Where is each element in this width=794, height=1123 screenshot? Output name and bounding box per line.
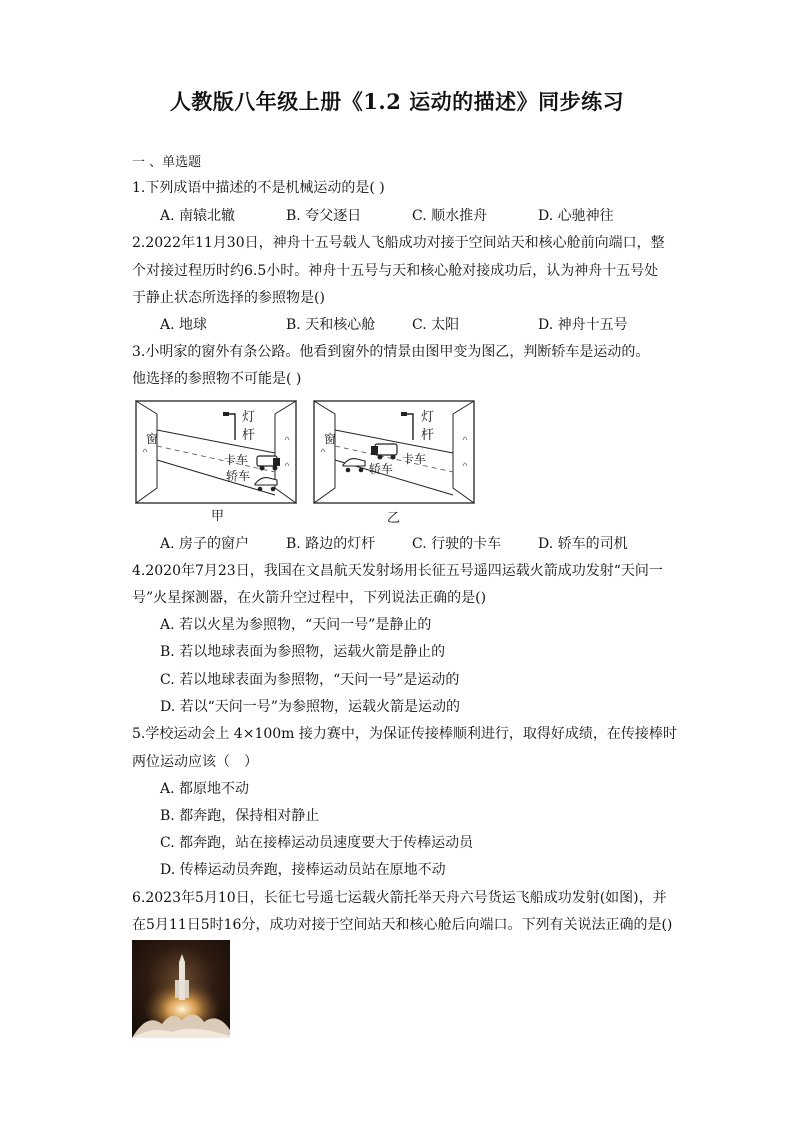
q4-stem-line-1: 4.2020年7月23日，我国在文昌航天发射场用长征五号遥四运载火箭成功发射“天问一 — [132, 563, 663, 579]
q6-stem-line-1: 6.2023年5月10日，长征七号遥七运载火箭托举天舟六号货运飞船成功发射(如图)，并 — [132, 890, 667, 906]
figure-scene-b — [313, 400, 475, 504]
q1-option-a: A. 南辕北辙 — [160, 208, 236, 224]
q4-stem-line-2: 号”火星探测器，在火箭升空过程中，下列说法正确的是() — [132, 590, 487, 606]
fig-a-car-label: 轿车 — [226, 469, 251, 483]
q2-option-c: C. 太阳 — [412, 317, 460, 333]
q5-option-b: B. 都奔跑，保持相对静止 — [160, 808, 320, 824]
q4-option-b: B. 若以地球表面为参照物，运载火箭是静止的 — [160, 644, 446, 660]
fig-b-caption: 乙 — [387, 511, 401, 526]
fig-b-truck-label: 卡车 — [402, 452, 427, 466]
fig-b-lamp-label-1: 灯 — [421, 410, 435, 425]
q3-option-a: A. 房子的窗户 — [160, 536, 250, 552]
fig-b-window-label: 窗 — [324, 432, 337, 446]
fig-a-caption: 甲 — [211, 509, 225, 524]
figure-scene-a — [135, 400, 297, 504]
fig-a-lamp-label-1: 灯 — [242, 410, 256, 425]
q2-option-d: D. 神舟十五号 — [538, 317, 628, 333]
q4-option-a: A. 若以火星为参照物，“天问一号”是静止的 — [160, 617, 432, 633]
q3-option-d: D. 轿车的司机 — [538, 536, 628, 552]
q5-option-c: C. 都奔跑，站在接棒运动员速度要大于传棒运动员 — [160, 835, 474, 851]
q2-stem-line-2: 个对接过程历时约6.5小时。神舟十五号与天和核心舱对接成功后，认为神舟十五号处 — [132, 263, 659, 279]
q4-option-c: C. 若以地球表面为参照物，“天问一号”是运动的 — [160, 672, 460, 688]
section-heading: 一 、单选题 — [132, 155, 202, 170]
q3-option-c: C. 行驶的卡车 — [412, 536, 502, 552]
q5-stem-line-1: 5.学校运动会上 4×100m 接力赛中，为保证传接棒顺利进行，取得好成绩，在传接棒时 — [132, 726, 677, 742]
q3-option-b: B. 路边的灯杆 — [286, 536, 376, 552]
q1-option-b: B. 夸父逐日 — [286, 208, 362, 224]
q5-option-a: A. 都原地不动 — [160, 781, 250, 797]
q5-stem-line-2: 两位运动应该（ ） — [132, 754, 258, 770]
rocket-launch-photo — [132, 940, 230, 1038]
q1-option-d: D. 心驰神往 — [538, 208, 614, 224]
q4-option-d: D. 若以“天问一号”为参照物，运载火箭是运动的 — [160, 699, 460, 715]
fig-a-lamp-label-2: 杆 — [242, 428, 256, 443]
q1-option-c: C. 顺水推舟 — [412, 208, 488, 224]
page-title: 人教版八年级上册《1.2 运动的描述》同步练习 — [169, 89, 625, 114]
fig-a-truck-label: 卡车 — [224, 453, 249, 467]
fig-a-window-label: 窗 — [146, 432, 159, 446]
q1-stem: 1.下列成语中描述的不是机械运动的是( ) — [132, 180, 385, 196]
q3-stem-line-2: 他选择的参照物不可能是( ) — [132, 371, 302, 387]
q6-stem-line-2: 在5月11日5时16分，成功对接于空间站天和核心舱后向端口。下列有关说法正确的是() — [132, 917, 673, 933]
fig-b-car-label: 轿车 — [369, 462, 394, 476]
q5-option-d: D. 传棒运动员奔跑，接棒运动员站在原地不动 — [160, 862, 446, 878]
q2-stem-line-3: 于静止状态所选择的参照物是() — [132, 290, 325, 306]
rocket-icon — [132, 940, 230, 1038]
q2-option-a: A. 地球 — [160, 317, 208, 333]
q3-stem-line-1: 3.小明家的窗外有条公路。他看到窗外的情景由图甲变为图乙，判断轿车是运动的。 — [132, 344, 650, 360]
fig-b-lamp-label-2: 杆 — [421, 428, 435, 443]
q2-stem-line-1: 2.2022年11月30日，神舟十五号载人飞船成功对接于空间站天和核心舱前向端口，整 — [132, 235, 665, 251]
q2-option-b: B. 天和核心舱 — [286, 317, 376, 333]
